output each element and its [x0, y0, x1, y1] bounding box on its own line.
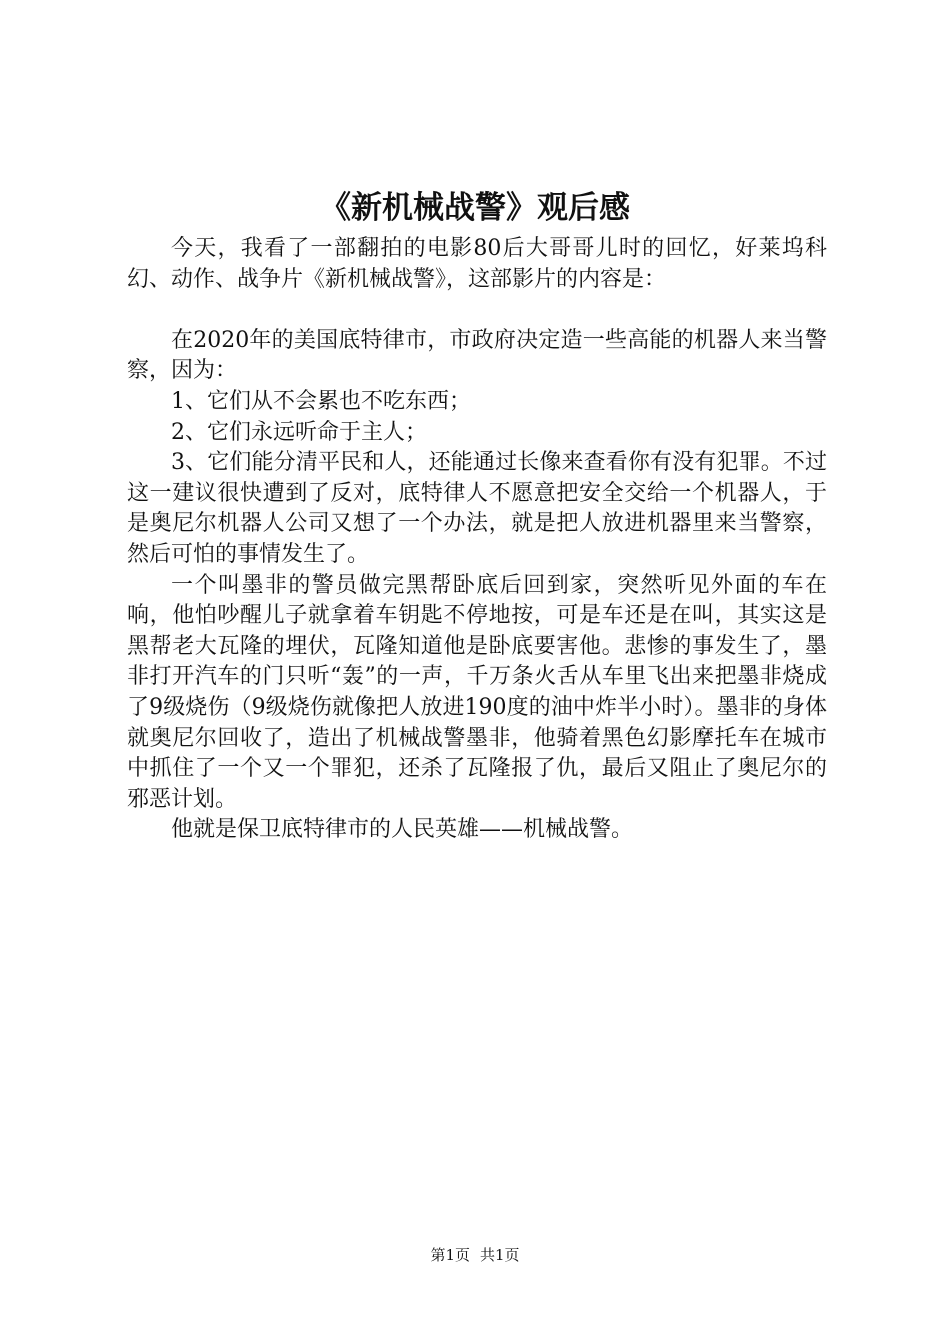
paragraph-reason-3: 3、它们能分清平民和人，还能通过长像来查看你有没有犯罪。不过这一建议很快遭到了反对，底特律人不愿意把安全交给一个机器人，于是奥尼尔机器人公司又想了一个办法，就是把人放进机器里来当警察，然后可怕的事情发生了。 [127, 450, 827, 567]
paragraph-intro: 今天，我看了一部翻拍的电影80后大哥哥儿时的回忆，好莱坞科幻、动作、战争片《新机械战警》，这部影片的内容是： [127, 236, 827, 292]
paragraph-reason-2: 2、它们永远听命于主人； [171, 419, 427, 445]
paragraph-reason-1: 1、它们从不会累也不吃东西； [171, 388, 471, 414]
page-footer [0, 1244, 950, 1266]
paragraph-conclusion: 他就是保卫底特律市的人民英雄——机械战警。 [171, 817, 634, 843]
paragraph-setting: 在2020年的美国底特律市，市政府决定造一些高能的机器人来当警察，因为： [127, 327, 827, 384]
page-number-current: 第1页 [430, 1246, 470, 1264]
page-number-total: 共1页 [480, 1246, 520, 1264]
document-body [127, 234, 827, 846]
paragraph-story: 一个叫墨非的警员做完黑帮卧底后回到家，突然听见外面的车在响，他怕吵醒儿子就拿着车钥匙不停地按，可是车还是在叫，其实这是黑帮老大瓦隆的埋伏，瓦隆知道他是卧底要害他。悲惨的事发生了，墨非打开汽车的门只听“轰”的一声，千万条火舌从车里飞出来把墨非烧成了9级烧伤（9级烧伤就像把人放进190度的油中炸半小时）。墨非的身体就奥尼尔回收了，造出了机械战警墨非，他骑着黑色幻影摩托车在城市中抓住了一个又一个罪犯，还杀了瓦隆报了仇，最后又阻止了奥尼尔的邪恶计划。 [127, 572, 827, 812]
document-title: 《新机械战警》观后感 [320, 190, 630, 226]
